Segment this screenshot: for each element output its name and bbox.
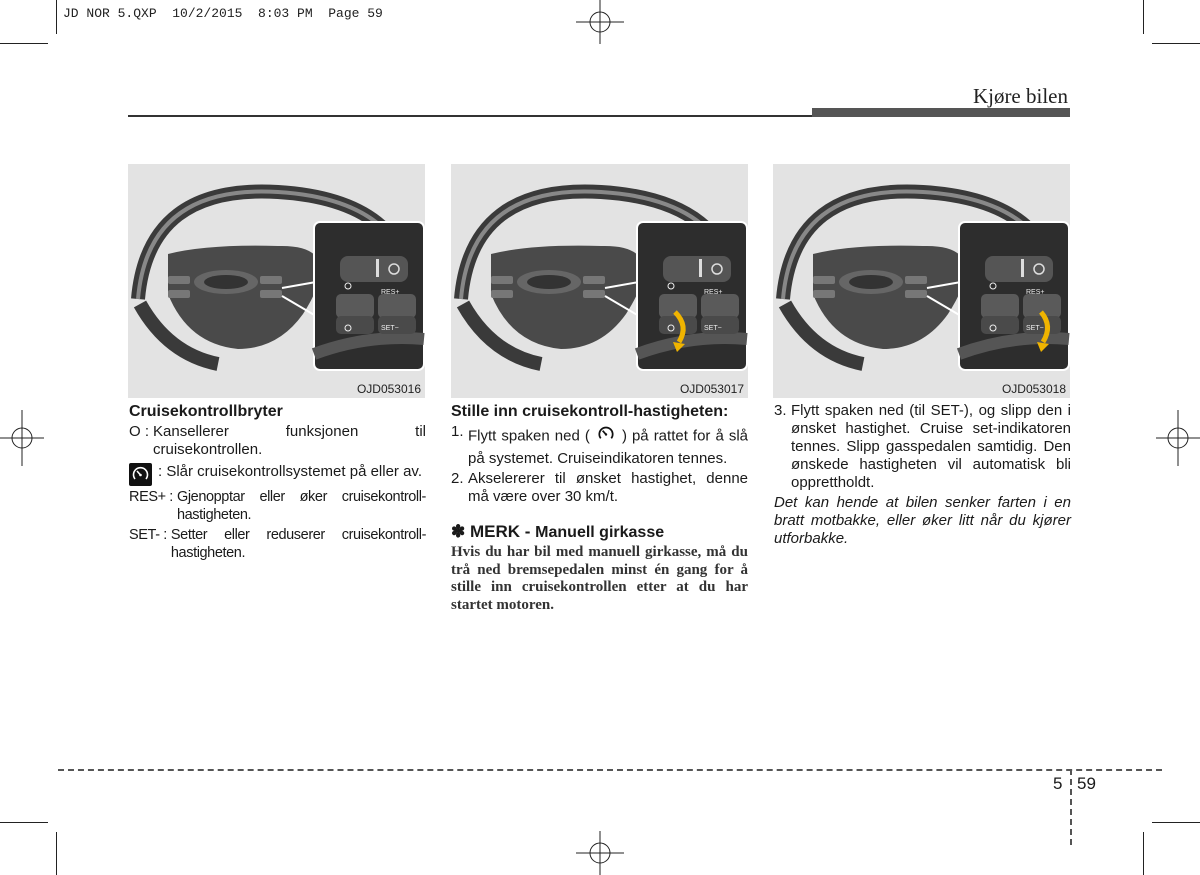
note-body: Hvis du har bil med manuell girkasse, må du trå ned bremsepedalen minst én gang for å stille inn cruisekontrollen etter at du har startet motoren. [451,544,748,613]
cruise-control-icon [129,463,152,486]
column-2 [451,402,748,614]
res-label: RES+ [1026,289,1045,296]
definition-desc: Kansellerer funksjonen til cruisekontrollen. [153,423,426,458]
step-number: 3. [774,402,787,419]
definition-term: RES+ : [129,489,173,505]
setting-heading: Stille inn cruisekontroll-hastigheten: [451,403,729,420]
definition-desc: : Slår cruisekontrollsystemet på eller av. [158,463,422,480]
header-rule-accent [812,108,1070,117]
header-rule [128,115,812,117]
definition-cancel [129,423,426,459]
steps-list [451,423,748,506]
crop-mark [56,832,57,875]
steps-list [774,402,1071,492]
steering-wheel-illustration [128,164,425,398]
footer-divider [1070,769,1072,845]
registration-mark-left [0,410,44,466]
crop-mark [1143,832,1144,875]
step-number: 2. [451,470,464,487]
definition-set [129,526,426,562]
figure-steering-wheel-1 [128,164,425,398]
registration-mark-top [572,0,628,44]
res-label: RES+ [704,289,723,296]
note-title [451,522,748,543]
footer-rule [58,769,1162,771]
set-label: SET− [704,325,722,332]
cruise-control-icon [595,423,617,450]
figure-code: OJD053018 [1001,382,1066,396]
step-item [774,402,1071,492]
chapter-number: 5 [1053,774,1063,793]
step-item [451,423,748,468]
print-header: JD NOR 5.QXP 10/2/2015 8:03 PM Page 59 [63,6,383,21]
italic-note: Det kan hende at bilen senker farten i en bratt motbakke, eller øker litt når du kjører utforbakke. [774,494,1071,547]
crop-mark [0,43,48,44]
registration-mark-bottom [572,831,628,875]
definition-desc: Setter eller reduserer cruisekontroll-hastigheten. [170,527,426,561]
note-label: MERK - [469,522,531,541]
crop-mark [0,822,48,823]
note-symbol-icon: ✽ [451,522,466,541]
definition-cruise [129,463,426,486]
registration-mark-right [1156,410,1200,466]
figure-steering-wheel-2 [451,164,748,398]
crop-mark [56,0,57,34]
steering-wheel-illustration [773,164,1070,398]
step-text: Flytt spaken ned ( ) på rattet for å slå på systemet. Cruiseindikatoren tennes. [468,423,748,468]
step-number: 1. [451,423,464,440]
res-label: RES+ [381,289,400,296]
definition-term: O : [129,423,150,440]
definition-res [129,488,426,524]
figure-steering-wheel-3 [773,164,1070,398]
crop-mark [1143,0,1144,34]
figure-code: OJD053017 [679,382,744,396]
note-subtitle: Manuell girkasse [535,524,665,541]
set-label: SET− [1026,325,1044,332]
switch-heading: Cruisekontrollbryter [129,403,283,420]
page-number: 59 [1077,774,1096,793]
step-text: Flytt spaken ned (til SET-), og slipp den i ønsket hastighet. Cruise set-indikatoren tennes. Slipp gasspedalen samtidig. Den ønskede hastigheten vil automatisk bli opprettholdt. [791,402,1071,491]
figure-code: OJD053016 [356,382,421,396]
crop-mark [1152,822,1200,823]
column-3 [774,402,1071,548]
definition-desc: Gjenopptar eller øker cruisekontroll-hastigheten. [176,489,426,523]
crop-mark [1152,43,1200,44]
step-item [451,470,748,506]
step-text: Akselererer til ønsket hastighet, denne må være over 30 km/t. [468,470,748,505]
steering-wheel-illustration [451,164,748,398]
section-title: Kjøre bilen [972,84,1068,108]
definition-term: SET- : [129,527,167,543]
set-label: SET− [381,325,399,332]
column-1 [129,402,426,563]
